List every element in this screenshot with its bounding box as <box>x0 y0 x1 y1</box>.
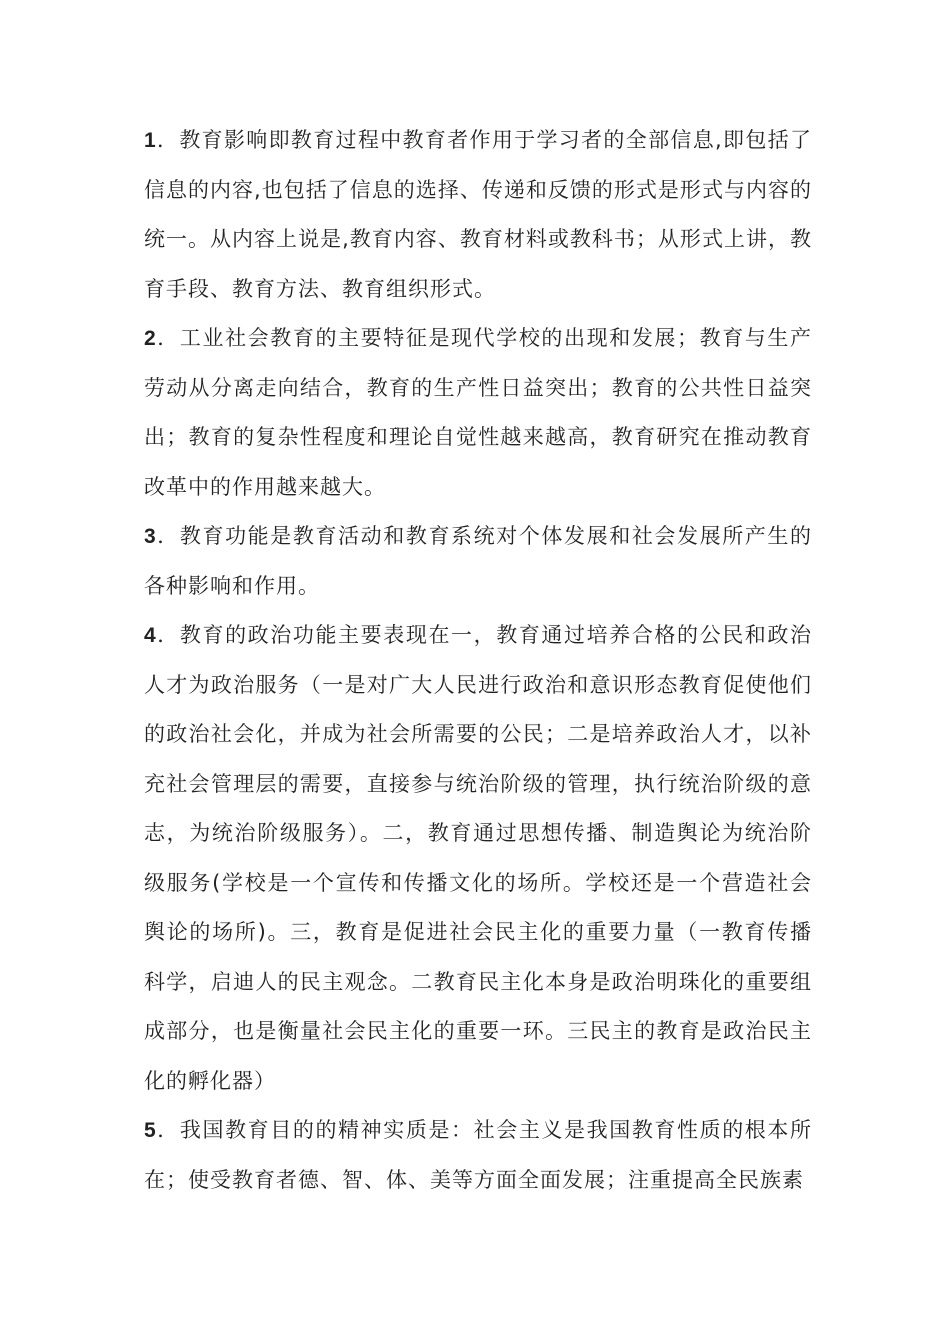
paragraph-3 <box>144 512 812 611</box>
paragraph-text: ．教育影响即教育过程中教育者作用于学习者的全部信息,即包括了信息的内容,也包括了信息的选择、传递和反馈的形式是形式与内容的统一。从内容上说是,教育内容、教育材料或教科书；从形式上讲，教育手段、教育方法、教育组织形式。 <box>144 128 812 301</box>
paragraph-number: 2 <box>144 327 157 350</box>
paragraph-5 <box>144 1106 812 1205</box>
paragraph-text: ．工业社会教育的主要特征是现代学校的出现和发展；教育与生产劳动从分离走向结合，教育的生产性日益突出；教育的公共性日益突出；教育的复杂性程度和理论自觉性越来越高，教育研究在推动教育改革中的作用越来越大。 <box>144 326 812 499</box>
paragraph-text: ．教育的政治功能主要表现在一，教育通过培养合格的公民和政治人才为政治服务（一是对广大人民进行政治和意识形态教育促使他们的政治社会化，并成为社会所需要的公民；二是培养政治人才，以补充社会管理层的需要，直接参与统治阶级的管理，执行统治阶级的意志，为统治阶级服务）。二，教育通过思想传播、制造舆论为统治阶级服务(学校是一个宣传和传播文化的场所。学校还是一个营造社会舆论的场所)。三，教育是促进社会民主化的重要力量（一教育传播科学，启迪人的民主观念。二教育民主化本身是政治明珠化的重要组成部分，也是衡量社会民主化的重要一环。三民主的教育是政治民主化的孵化器） <box>144 623 812 1093</box>
paragraph-number: 5 <box>144 1119 157 1142</box>
paragraph-2 <box>144 314 812 512</box>
paragraph-number: 4 <box>144 624 157 647</box>
document-body <box>144 116 812 1205</box>
paragraph-number: 3 <box>144 525 157 548</box>
paragraph-text: ．我国教育目的的精神实质是：社会主义是我国教育性质的根本所在；使受教育者德、智、体、美等方面全面发展；注重提高全民族素 <box>144 1118 812 1192</box>
paragraph-text: ．教育功能是教育活动和教育系统对个体发展和社会发展所产生的各种影响和作用。 <box>144 524 812 598</box>
paragraph-number: 1 <box>144 129 157 152</box>
paragraph-1 <box>144 116 812 314</box>
paragraph-4 <box>144 611 812 1106</box>
